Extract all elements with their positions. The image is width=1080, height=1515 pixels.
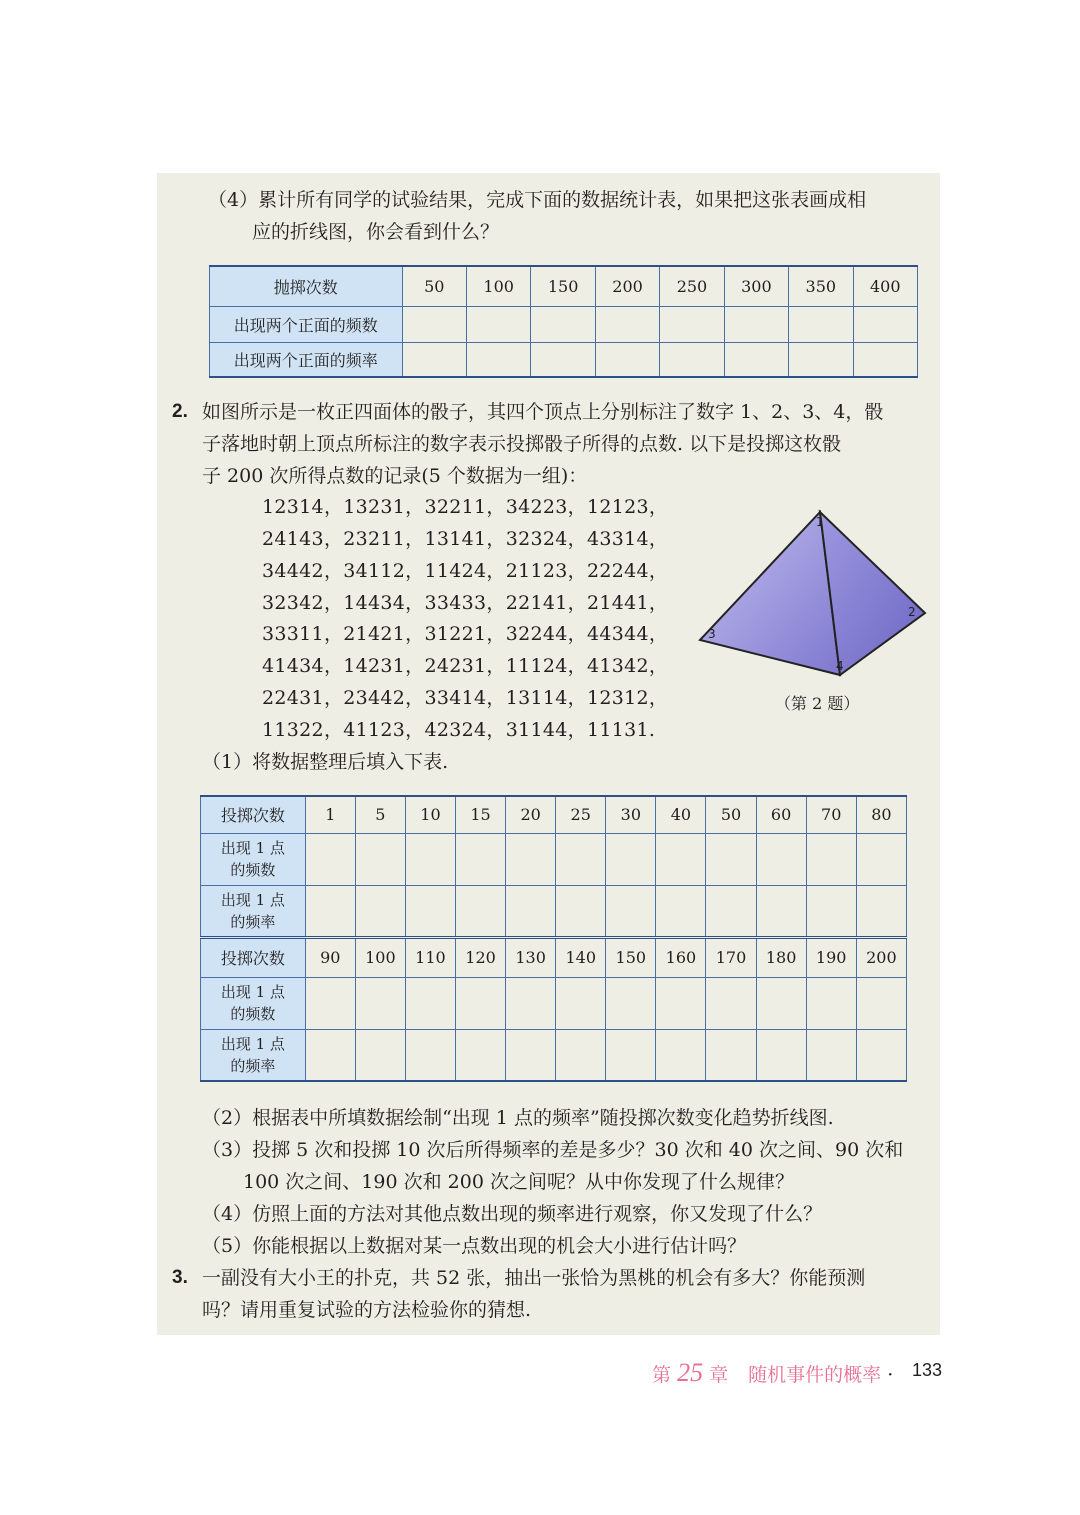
column-value: 30 <box>606 796 656 833</box>
blank-cell[interactable] <box>556 1029 606 1081</box>
blank-cell[interactable] <box>355 885 405 937</box>
column-value: 140 <box>556 937 606 977</box>
column-value: 5 <box>355 796 405 833</box>
chapter-prefix: 第 <box>652 1364 672 1386</box>
blank-cell[interactable] <box>656 977 706 1029</box>
q2-sub4: （4）仿照上面的方法对其他点数出现的频率进行观察，你又发现了什么？ <box>202 1203 823 1225</box>
row-header <box>201 833 306 885</box>
blank-cell[interactable] <box>456 1029 506 1081</box>
column-value: 250 <box>660 266 724 306</box>
blank-cell[interactable] <box>506 885 556 937</box>
footer-dot: · <box>887 1364 894 1386</box>
data-line: 12314，13231，32211，34223，12123， <box>262 496 669 518</box>
row-header-line: 的频率 <box>230 912 276 931</box>
row-header-line: 的频数 <box>230 1005 276 1023</box>
column-value: 50 <box>402 266 466 306</box>
blank-cell[interactable] <box>706 977 756 1029</box>
blank-cell[interactable] <box>556 977 606 1029</box>
vertex-label-2: 2 <box>908 605 916 619</box>
row-header-line: 出现 1 点 <box>220 890 285 909</box>
row-header <box>201 977 306 1029</box>
column-value: 160 <box>656 937 706 977</box>
blank-cell[interactable] <box>305 977 355 1029</box>
column-value: 60 <box>756 796 806 833</box>
blank-cell[interactable] <box>656 885 706 937</box>
blank-cell[interactable] <box>756 833 806 885</box>
row-header-line: 的频率 <box>230 1056 276 1075</box>
blank-cell[interactable] <box>724 306 788 342</box>
blank-cell[interactable] <box>402 306 466 342</box>
q1-part4-line2: 应的折线图，你会看到什么？ <box>252 221 500 243</box>
vertex-label-1: 1 <box>816 515 824 529</box>
column-value: 40 <box>656 796 706 833</box>
blank-cell[interactable] <box>506 1029 556 1081</box>
row-header-line: 出现 1 点 <box>220 983 285 1001</box>
q2-line1: 如图所示是一枚正四面体的骰子，其四个顶点上分别标注了数字 1、2、3、4，骰 <box>202 401 884 423</box>
row-header: 投掷次数 <box>201 796 306 833</box>
data-line: 33311，21421，31221，32244，44344， <box>262 623 669 645</box>
blank-cell[interactable] <box>806 885 856 937</box>
blank-cell[interactable] <box>355 977 405 1029</box>
column-value: 150 <box>531 266 595 306</box>
blank-cell[interactable] <box>606 977 656 1029</box>
data-line: 41434，14231，24231，11124，41342， <box>262 655 669 677</box>
blank-cell[interactable] <box>405 1029 455 1081</box>
column-value: 15 <box>456 796 506 833</box>
column-value: 10 <box>405 796 455 833</box>
column-value: 350 <box>789 266 853 306</box>
column-value: 120 <box>456 937 506 977</box>
column-value: 200 <box>595 266 659 306</box>
blank-cell[interactable] <box>806 1029 856 1081</box>
data-line: 11322，41123，42324，31144，11131. <box>262 719 656 741</box>
blank-cell[interactable] <box>456 833 506 885</box>
page-number: 133 <box>912 1360 943 1380</box>
q2-sub1: （1）将数据整理后填入下表. <box>202 751 449 773</box>
row-header <box>201 1029 306 1081</box>
blank-cell[interactable] <box>305 1029 355 1081</box>
data-line: 24143，23211，13141，32324，43314， <box>262 528 669 550</box>
table-row <box>201 796 907 833</box>
die-frequency-table <box>200 795 907 1082</box>
blank-cell[interactable] <box>724 342 788 377</box>
blank-cell[interactable] <box>789 342 853 377</box>
blank-cell[interactable] <box>405 885 455 937</box>
blank-cell[interactable] <box>853 342 917 377</box>
blank-cell[interactable] <box>706 885 756 937</box>
row-header: 出现两个正面的频率 <box>210 342 403 377</box>
row-header-line: 出现 1 点 <box>220 839 285 857</box>
blank-cell[interactable] <box>556 885 606 937</box>
chapter-footer <box>652 1358 893 1388</box>
column-value: 130 <box>506 937 556 977</box>
chapter-title: 随机事件的概率 <box>748 1364 882 1386</box>
blank-cell[interactable] <box>456 977 506 1029</box>
column-value: 300 <box>724 266 788 306</box>
table-row <box>210 266 918 306</box>
q3-line2: 吗？请用重复试验的方法检验你的猜想. <box>202 1299 532 1321</box>
table-row <box>210 342 918 377</box>
blank-cell[interactable] <box>660 306 724 342</box>
blank-cell[interactable] <box>595 342 659 377</box>
row-header: 出现两个正面的频数 <box>210 306 403 342</box>
blank-cell[interactable] <box>606 1029 656 1081</box>
blank-cell[interactable] <box>506 833 556 885</box>
q2-sub5: （5）你能根据以上数据对某一点数出现的机会大小进行估计吗？ <box>202 1235 747 1257</box>
blank-cell[interactable] <box>405 977 455 1029</box>
table-row <box>201 1029 907 1081</box>
column-value: 25 <box>556 796 606 833</box>
blank-cell[interactable] <box>706 1029 756 1081</box>
q2-number: 2. <box>172 401 188 422</box>
blank-cell[interactable] <box>531 306 595 342</box>
column-value: 1 <box>305 796 355 833</box>
tetrahedron-die-figure <box>690 500 940 690</box>
blank-cell[interactable] <box>466 306 530 342</box>
blank-cell[interactable] <box>706 833 756 885</box>
column-value: 80 <box>856 796 906 833</box>
column-value: 200 <box>856 937 906 977</box>
q3-number: 3. <box>172 1267 188 1288</box>
blank-cell[interactable] <box>556 833 606 885</box>
row-header: 抛掷次数 <box>210 266 403 306</box>
part-text: 累计所有同学的试验结果，完成下面的数据统计表，如果把这张表画成相 <box>258 189 867 211</box>
q2-sub3-line2: 100 次之间、190 次和 200 次之间呢？从中你发现了什么规律？ <box>243 1171 794 1193</box>
column-value: 100 <box>466 266 530 306</box>
blank-cell[interactable] <box>756 1029 806 1081</box>
blank-cell[interactable] <box>466 342 530 377</box>
blank-cell[interactable] <box>806 833 856 885</box>
column-value: 20 <box>506 796 556 833</box>
blank-cell[interactable] <box>606 833 656 885</box>
data-line: 32342，14434，33433，22141，21441， <box>262 592 669 614</box>
column-value: 90 <box>305 937 355 977</box>
vertex-label-3: 3 <box>708 627 716 641</box>
q2-sub2: （2）根据表中所填数据绘制“出现 1 点的频率”随投掷次数变化趋势折线图. <box>202 1107 834 1129</box>
table-row <box>201 937 907 977</box>
q3-line1: 一副没有大小王的扑克，共 52 张，抽出一张恰为黑桃的机会有多大？你能预测 <box>202 1267 866 1289</box>
blank-cell[interactable] <box>856 1029 906 1081</box>
blank-cell[interactable] <box>789 306 853 342</box>
blank-cell[interactable] <box>853 306 917 342</box>
row-header: 投掷次数 <box>201 937 306 977</box>
figure-caption: （第 2 题） <box>775 694 860 713</box>
blank-cell[interactable] <box>756 977 806 1029</box>
q1-part4-line1 <box>208 184 866 216</box>
chapter-number: 25 <box>677 1358 704 1387</box>
blank-cell[interactable] <box>355 1029 405 1081</box>
column-value: 100 <box>355 937 405 977</box>
column-value: 110 <box>405 937 455 977</box>
row-header-line: 的频数 <box>230 861 276 879</box>
column-value: 70 <box>806 796 856 833</box>
table-row <box>201 977 907 1029</box>
q2-line3: 子 200 次所得点数的记录(5 个数据为一组)： <box>202 465 588 487</box>
blank-cell[interactable] <box>456 885 506 937</box>
table-row <box>201 885 907 937</box>
row-header-line: 出现 1 点 <box>220 1034 285 1053</box>
q2-sub3-line1: （3）投掷 5 次和投掷 10 次后所得频率的差是多少？30 次和 40 次之间、90 次和 <box>202 1139 904 1161</box>
blank-cell[interactable] <box>506 977 556 1029</box>
blank-cell[interactable] <box>756 885 806 937</box>
blank-cell[interactable] <box>656 833 706 885</box>
blank-cell[interactable] <box>606 885 656 937</box>
table-row <box>210 306 918 342</box>
column-value: 50 <box>706 796 756 833</box>
blank-cell[interactable] <box>531 342 595 377</box>
blank-cell[interactable] <box>856 833 906 885</box>
blank-cell[interactable] <box>595 306 659 342</box>
blank-cell[interactable] <box>806 977 856 1029</box>
die-face-left <box>700 512 840 675</box>
column-value: 190 <box>806 937 856 977</box>
data-line: 34442，34112，11424，21123，22244， <box>262 560 669 582</box>
blank-cell[interactable] <box>660 342 724 377</box>
blank-cell[interactable] <box>402 342 466 377</box>
part-label: （4） <box>208 189 259 211</box>
row-header <box>201 885 306 937</box>
vertex-label-4: 4 <box>836 659 844 673</box>
column-value: 150 <box>606 937 656 977</box>
table-row <box>201 833 907 885</box>
blank-cell[interactable] <box>856 885 906 937</box>
q2-line2: 子落地时朝上顶点所标注的数字表示投掷骰子所得的点数. 以下是投掷这枚骰 <box>202 433 842 455</box>
column-value: 180 <box>756 937 806 977</box>
blank-cell[interactable] <box>856 977 906 1029</box>
blank-cell[interactable] <box>656 1029 706 1081</box>
data-line: 22431，23442，33414，13114，12312， <box>262 687 669 709</box>
blank-cell[interactable] <box>305 833 355 885</box>
column-value: 400 <box>853 266 917 306</box>
coin-toss-table <box>209 265 918 378</box>
chapter-suffix: 章 <box>709 1364 729 1386</box>
blank-cell[interactable] <box>355 833 405 885</box>
blank-cell[interactable] <box>305 885 355 937</box>
column-value: 170 <box>706 937 756 977</box>
blank-cell[interactable] <box>405 833 455 885</box>
